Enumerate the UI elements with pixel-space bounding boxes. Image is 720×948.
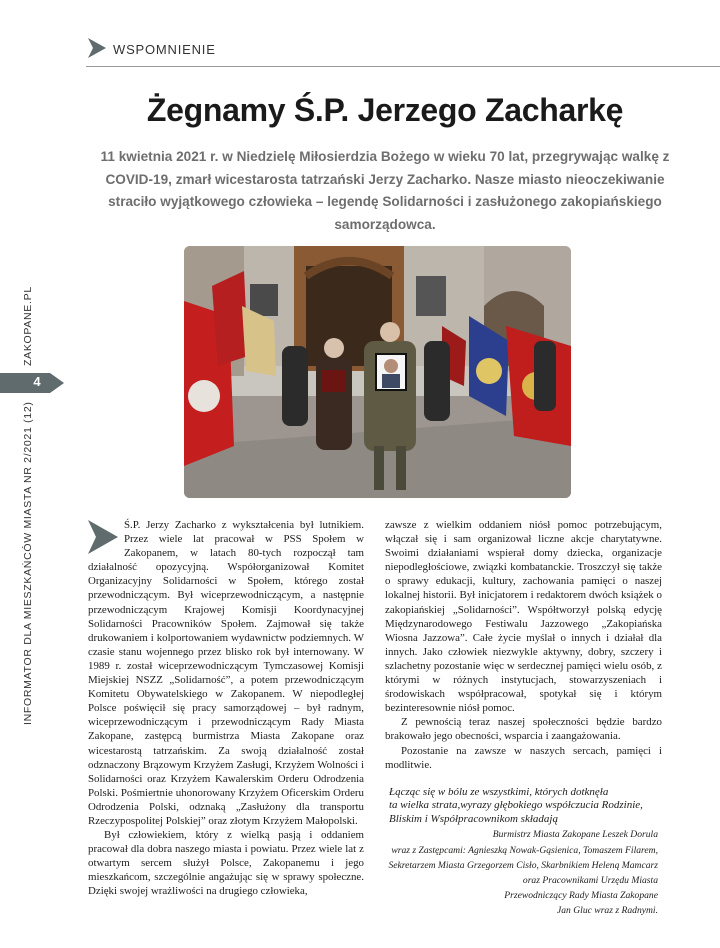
article-paragraph: Ś.P. Jerzy Zacharko z wykształcenia był lutnikiem. Przez wiele lat pracował w PSS Społem w Zakopanem, w latach 80-tych rozpoczął tam działalność opozycyjną. Współorganizował Komitet Organizacyjny Solidarności w Społem, którego został przewodniczącym. Był wiceprzewodniczącym, a następnie przewodniczącym Krajowej Komisji Koordynacyjnej Solidarności Pracowników Społem. Zajmował się także drukowaniem i kolportowaniem wydawnictw podziemnych. W czasie stanu wojennego przez blisko rok był internowany. W 1989 r. został wiceprzewodniczącym Tymczasowej Komisji Miejskiej NSZZ „Solidarność”, a potem przewodniczącym Komitetu Obywatelskiego w Zakopanem. W niepodległej Polsce poświęcił się pracy samorządowej – był radnym, wiceprzewodniczącym i przewodniczącym Rady Miasta Zakopane, zastępcą burmistrza Miasta Zakopane oraz wicestarostą tatrzańskim. Za swoją działalność został odznaczony Brązowym Krzyżem Zasługi, Krzyżem Wolności i Solidarności oraz Krzyżem Kawalerskim Orderu Odrodzenia Polski. Pośmiertnie uhonorowany Krzyżem Oficerskim Orderu Odrodzenia Polski, odznaką „Zasłużony dla transportu Rzeczypospolitej Polskiej” oraz złotym Krzyżem Małopolski.: [88, 519, 364, 827]
header-divider: [86, 66, 720, 67]
condolence-line: ta wielka strata,wyrazy głębokiego współczucia Rodzinie,: [389, 799, 643, 812]
signatures: [385, 827, 662, 918]
chevron-right-icon: [88, 520, 118, 554]
section-label: WSPOMNIENIE: [113, 42, 216, 57]
article-column-right: [385, 518, 662, 919]
condolence-note: [385, 786, 662, 827]
condolence-line: Bliskim i Współpracownikom składają: [389, 812, 558, 825]
signature-line: Sekretarzem Miasta Grzegorzem Cisło, Skarbnikiem Heleną Mamcarz: [388, 859, 658, 871]
article-lead: 11 kwietnia 2021 r. w Niedzielę Miłosierdzia Bożego w wieku 70 lat, przegrywając walkę z COVID-19, zmarł wicestarosta tatrzański Jerzy Zacharko. Nasze miasto nieoczekiwanie straciło wyjątkowego człowieka – legendę Solidarności i zasłużonego zakopiańskiego samorządowca.: [100, 149, 670, 232]
signature-line: oraz Pracownikami Urzędu Miasta: [522, 875, 658, 887]
chevron-right-icon: [88, 38, 106, 58]
signature-line: Jan Gluc wraz z Radnymi.: [557, 905, 658, 917]
condolence-line: Łącząc się w bólu ze wszystkimi, których dotknęła: [389, 785, 609, 798]
article-paragraph: zawsze z wielkim oddaniem niósł pomoc potrzebującym, włączał się i sam organizował liczne akcje charytatywne. Swoimi działaniami wspierał domy dziecka, organizacje niepodległościowe, związki kombatanckie. Troszczył się także o sprawy edukacji, kultury, zachowania pamięci o naszej lokalnej historii. Był inicjatorem i redaktorem dwóch książek o zakopiańskiej „Solidarności”. Współtworzył polską edycję Międzynarodowego Festiwalu Jazzowego „Zakopiańska Wiosna Jazzowa”. Całe życie myślał o innych i działał dla innych. Jako człowiek niezwykle aktywny, dobry, szczery i szlachetny pozostanie więc w serdecznej pamięci wielu osób, z którymi w różnych instytucjach, stowarzyszeniach i środowiskach współpracował, spotykał się i którym bezinteresownie niósł pomoc.: [385, 519, 662, 715]
funeral-procession-photo: [184, 246, 571, 498]
article-title: Żegnamy Ś.P. Jerzego Zacharkę: [146, 92, 624, 128]
article-paragraph: Był człowiekiem, który z wielką pasją i oddaniem pracował dla dobra naszego miasta i powiatu. Przez wiele lat z otwartym sercem służył Polsce, Zakopanemu i jego mieszkańcom, szczególnie angażując się w sprawy społeczne. Dzięki swojej wrażliwości na drugiego człowieka,: [88, 829, 364, 898]
page-number: 4: [33, 374, 41, 389]
article-paragraph: Z pewnością teraz naszej społeczności będzie bardzo brakowało jego obecności, wsparcia i zaangażowania.: [385, 716, 662, 743]
condolence-block: [385, 786, 662, 919]
signature-line: Burmistrz Miasta Zakopane Leszek Dorula: [492, 829, 658, 841]
article-column-left: [88, 518, 364, 899]
article-paragraph: Pozostanie na zawsze w naszych sercach, pamięci i modlitwie.: [385, 744, 662, 771]
publication-info: INFORMATOR DLA MIESZKAŃCÓW MIASTA NR 2/2021 (12): [22, 401, 34, 725]
site-name: ZAKOPANE.PL: [22, 286, 34, 366]
signature-line: Przewodniczący Rady Miasta Zakopane: [504, 890, 658, 902]
signature-line: wraz z Zastępcami: Agnieszką Nowak-Gąsienica, Tomaszem Filarem,: [391, 844, 658, 856]
